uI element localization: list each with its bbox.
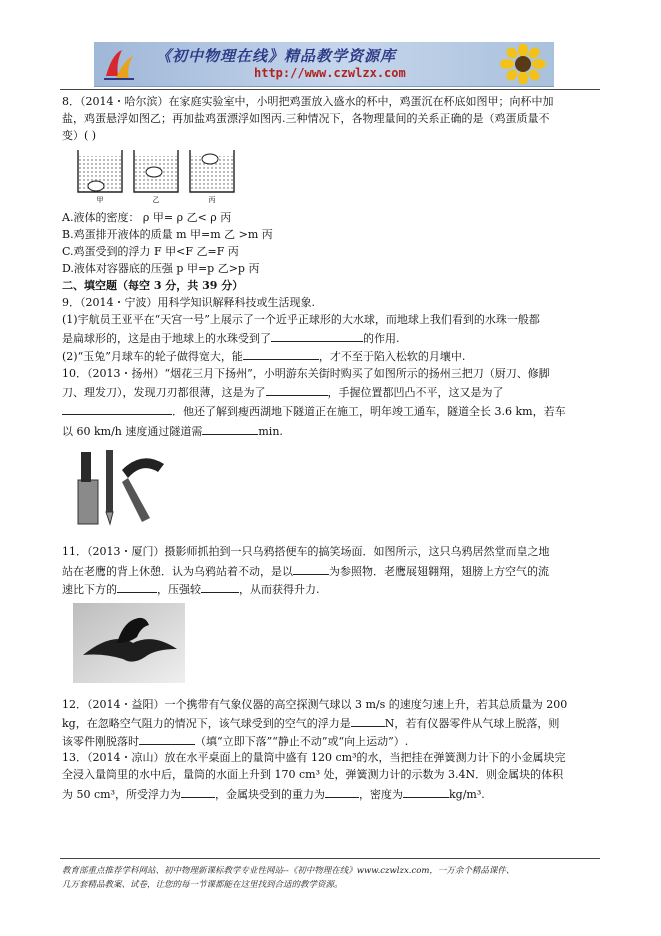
q11-line2: 站在老鹰的背上休憩．认为乌鸦站着不动，是以 为参照物．老鹰展翅翱翔，翅膀上方空气的流	[62, 565, 549, 578]
q13-blank-2[interactable]	[325, 786, 359, 798]
q8-stem-line2: 盐，鸡蛋悬浮如图乙；再加盐鸡蛋漂浮如图丙.三种情况下，各物理量间的关系正确的是（鸡蛋质量不	[62, 112, 550, 125]
q11-line3: 速比下方的 ，压强较 ，从而获得升力.	[62, 583, 320, 596]
site-logo-icon	[102, 46, 136, 82]
pedicure-knife-icon	[106, 450, 113, 524]
q10-line1: 10．（2013・扬州）“烟花三月下扬州”，小明游东关街时购买了如图所示的扬州三把刀（厨刀、修脚	[62, 367, 550, 380]
sunflower-icon	[498, 44, 548, 84]
q13-line3: 为 50 cm³，所受浮力为 ，金属块受到的重力为 ，密度为 kg/m³.	[62, 788, 485, 801]
q10-blank-1[interactable]	[266, 384, 328, 396]
q8-option-b: B.鸡蛋排开液体的质量 m 甲=m 乙 >m 丙	[62, 228, 273, 241]
header-rule	[60, 89, 600, 90]
q12-line1: 12．（2014・益阳）一个携带有气象仪器的高空探测气球以 3 m/s 的速度匀速上升，若其总质量为 200	[62, 698, 568, 711]
q13-line1: 13．（2014・凉山）放在水平桌面上的量筒中盛有 120 cm³的水，当把挂在弹簧测力计下的小金属块完	[62, 751, 566, 764]
razor-icon	[122, 458, 164, 522]
footer-line1: 教育部重点推荐学科网站、初中物理新课标教学专业性网站--《初中物理在线》www.czwlzx.com，一万余个精品课件、	[62, 866, 515, 876]
q11-crow-on-eagle-photo	[73, 603, 185, 683]
footer-line2: 几万套精品教案、试卷，让您的每一节课都能在这里找到合适的教学资源。	[62, 880, 343, 890]
banner-title: 《初中物理在线》精品教学资源库	[156, 47, 397, 65]
q10-line4: 以 60 km/h 速度通过隧道需 min.	[62, 425, 283, 438]
q9-part2: (2)“玉兔”月球车的轮子做得宽大，能 ，才不至于陷入松软的月壤中.	[62, 350, 466, 363]
q11-blank-2[interactable]	[117, 581, 157, 593]
label-yi: 乙	[152, 196, 160, 204]
label-bing: 丙	[208, 196, 216, 204]
q12-line2: kg，在忽略空气阻力的情况下，该气球受到的空气的浮力是 N，若有仪器零件从气球上脱落，则	[62, 717, 560, 730]
q10-blank-2[interactable]	[62, 403, 172, 415]
beaker-jia	[78, 150, 122, 192]
q11-blank-3[interactable]	[201, 581, 239, 593]
q13-blank-1[interactable]	[181, 786, 215, 798]
beaker-bing	[190, 150, 234, 192]
q8-option-a: A.液体的密度： ρ 甲= ρ 乙< ρ 丙	[62, 211, 232, 224]
q9-stem: 9．（2014・宁波）用科学知识解释科技或生活现象.	[62, 296, 315, 309]
q9-part1-line2: 是扁球形的，这是由于地球上的水珠受到了 的作用.	[62, 332, 400, 345]
q11-line1: 11．（2013・厦门）摄影师抓拍到一只乌鸦搭便车的搞笑场面．如图所示，这只乌鸦居然堂而皇之地	[62, 545, 550, 558]
label-jia: 甲	[96, 196, 104, 204]
q12-line3: 该零件刚脱落时 （填“立即下落”“静止不动”或“向上运动”）.	[62, 735, 409, 748]
q9-part1-line1: (1)宇航员王亚平在“天宫一号”上展示了一个近乎正球形的大水球，而地球上我们看到的水珠一般都	[62, 313, 540, 326]
q8-option-c: C.鸡蛋受到的浮力 F 甲<F 乙=F 丙	[62, 245, 239, 258]
q10-three-knives-figure	[72, 446, 172, 528]
q8-stem-line1: 8．（2014・哈尔滨）在家庭实验室中，小明把鸡蛋放入盛水的杯中，鸡蛋沉在杯底如图甲；向杯中加	[62, 95, 554, 108]
q8-stem-line3: 变）( )	[62, 129, 97, 142]
kitchen-knife-icon	[78, 452, 98, 524]
q11-blank-1[interactable]	[293, 563, 329, 575]
q8-option-d: D.液体对容器底的压强 p 甲=p 乙>p 丙	[62, 262, 260, 275]
q13-line2: 全浸入量筒里的水中后，量筒的水面上升到 170 cm³ 处，弹簧测力计的示数为 3.4N．则金属块的体积	[62, 768, 564, 781]
q10-blank-3[interactable]	[202, 423, 258, 435]
q8-egg-beakers-figure	[74, 146, 244, 204]
q12-blank-1[interactable]	[351, 715, 385, 727]
banner-url: http://www.czwlzx.com	[254, 66, 406, 80]
beaker-yi	[134, 150, 178, 192]
q13-blank-3[interactable]	[403, 786, 449, 798]
section-fill-in-heading: 二、填空题（每空 3 分，共 39 分）	[62, 279, 244, 292]
footer-rule	[60, 858, 600, 859]
q12-blank-2[interactable]	[139, 733, 195, 745]
q10-line2: 刀、理发刀），发现刀刃都很薄，这是为了 ，手握位置都凹凸不平，这又是为了	[62, 386, 504, 399]
q9-blank-1[interactable]	[271, 330, 363, 342]
q9-blank-2[interactable]	[243, 348, 319, 360]
header-banner	[94, 42, 554, 87]
q10-line3: ．他还了解到瘦西湖地下隧道正在施工，明年竣工通车，隧道全长 3.6 km，若车	[62, 403, 566, 419]
